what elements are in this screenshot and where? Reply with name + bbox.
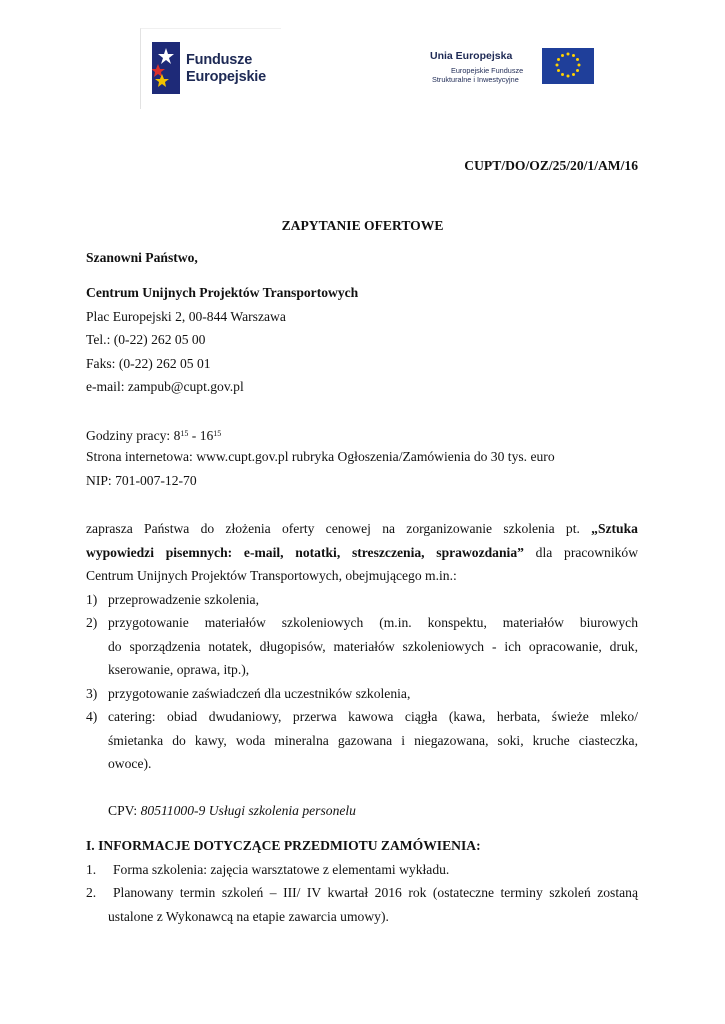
logo-left-line1: Fundusze <box>186 52 253 68</box>
intro-line1-plain: zaprasza Państwa do złożenia oferty cenowej na zorganizowanie szkolenia pt. <box>86 521 580 536</box>
hours-from-minutes: 15 <box>180 429 189 438</box>
logo-left-line2: Europejskie <box>186 69 266 85</box>
list-item: przeprowadzenie szkolenia, <box>108 592 259 607</box>
cpv-label: CPV: <box>108 803 141 818</box>
org-nip: NIP: 701-007-12-70 <box>86 473 197 488</box>
intro-line-2 <box>86 543 638 562</box>
org-fax: Faks: (0-22) 262 05 01 <box>86 356 211 371</box>
document-title: ZAPYTANIE OFERTOWE <box>281 218 444 233</box>
eu-flag-icon <box>542 48 594 84</box>
list-item: przygotowanie zaświadczeń dla uczestników szkolenia, <box>108 686 411 701</box>
hours-mid: - 16 <box>188 428 214 443</box>
org-name: Centrum Unijnych Projektów Transportowych <box>86 285 359 300</box>
intro-line-3: Centrum Unijnych Projektów Transportowych, obejmującego m.in.: <box>86 568 457 583</box>
logo-right-name: Unia Europejska <box>430 50 513 62</box>
list-item-number: 3) <box>86 686 98 701</box>
org-email: e-mail: zampub@cupt.gov.pl <box>86 379 244 394</box>
hours-to-minutes: 15 <box>213 429 222 438</box>
section-point: Forma szkolenia: zajęcia warsztatowe z elementami wykładu. <box>113 862 450 877</box>
logo-right-sub1: Europejskie Fundusze <box>451 66 524 75</box>
list-item-number: 1) <box>86 592 98 607</box>
section-point-number: 2. <box>86 885 97 900</box>
intro-line-1 <box>86 519 638 538</box>
org-website: Strona internetowa: www.cupt.gov.pl rubryka Ogłoszenia/Zamówienia do 30 tys. euro <box>86 449 555 464</box>
training-title: wypowiedzi pisemnych: e-mail, notatki, streszczenia, sprawozdania” <box>86 545 524 560</box>
list-item: catering: obiad dwudaniowy, przerwa kawowa ciągła (kawa, herbata, świeże mleko/ <box>108 709 638 724</box>
section-point-continuation: ustalone z Wykonawcą na etapie zawarcia umowy). <box>108 909 389 924</box>
org-hours <box>86 424 221 445</box>
list-item-continuation: owoce). <box>108 756 152 771</box>
fundusze-europejskie-logo <box>140 28 282 110</box>
salutation: Szanowni Państwo, <box>86 250 198 265</box>
fe-stars-icon <box>152 42 180 94</box>
section-point-number: 1. <box>86 862 97 877</box>
logo-right-sub2: Strukturalne i Inwestycyjne <box>432 75 519 84</box>
cpv-value: 80511000-9 Usługi szkolenia personelu <box>140 803 356 818</box>
list-item-continuation: do sporządzenia notatek, długopisów, materiałów szkoleniowych - ich opracowanie, druk, <box>108 639 638 654</box>
list-item: przygotowanie materiałów szkoleniowych (m.in. konspektu, materiałów biurowych <box>108 615 638 630</box>
hours-prefix: Godziny pracy: 8 <box>86 428 181 443</box>
cpv-code <box>108 801 356 820</box>
section-1-heading: I. INFORMACJE DOTYCZĄCE PRZEDMIOTU ZAMÓWIENIA: <box>86 838 481 853</box>
list-item-continuation: śmietanka do kawy, woda mineralna gazowana i niegazowana, soki, kruche ciasteczka, <box>108 733 638 748</box>
reference-number: CUPT/DO/OZ/25/20/1/AM/16 <box>464 158 638 173</box>
list-item-number: 2) <box>86 615 98 630</box>
list-item-number: 4) <box>86 709 98 724</box>
section-point: Planowany termin szkoleń – III/ IV kwartał 2016 rok (ostateczne terminy szkoleń zostaną <box>113 885 638 900</box>
intro-line2-plain: dla pracowników <box>535 545 639 560</box>
intro-line1-bold: „Sztuka <box>591 521 638 536</box>
org-address: Plac Europejski 2, 00-844 Warszawa <box>86 309 286 324</box>
org-tel: Tel.: (0-22) 262 05 00 <box>86 332 206 347</box>
list-item-continuation: kserowanie, oprawa, itp.), <box>108 662 250 677</box>
unia-europejska-logo <box>430 48 600 90</box>
